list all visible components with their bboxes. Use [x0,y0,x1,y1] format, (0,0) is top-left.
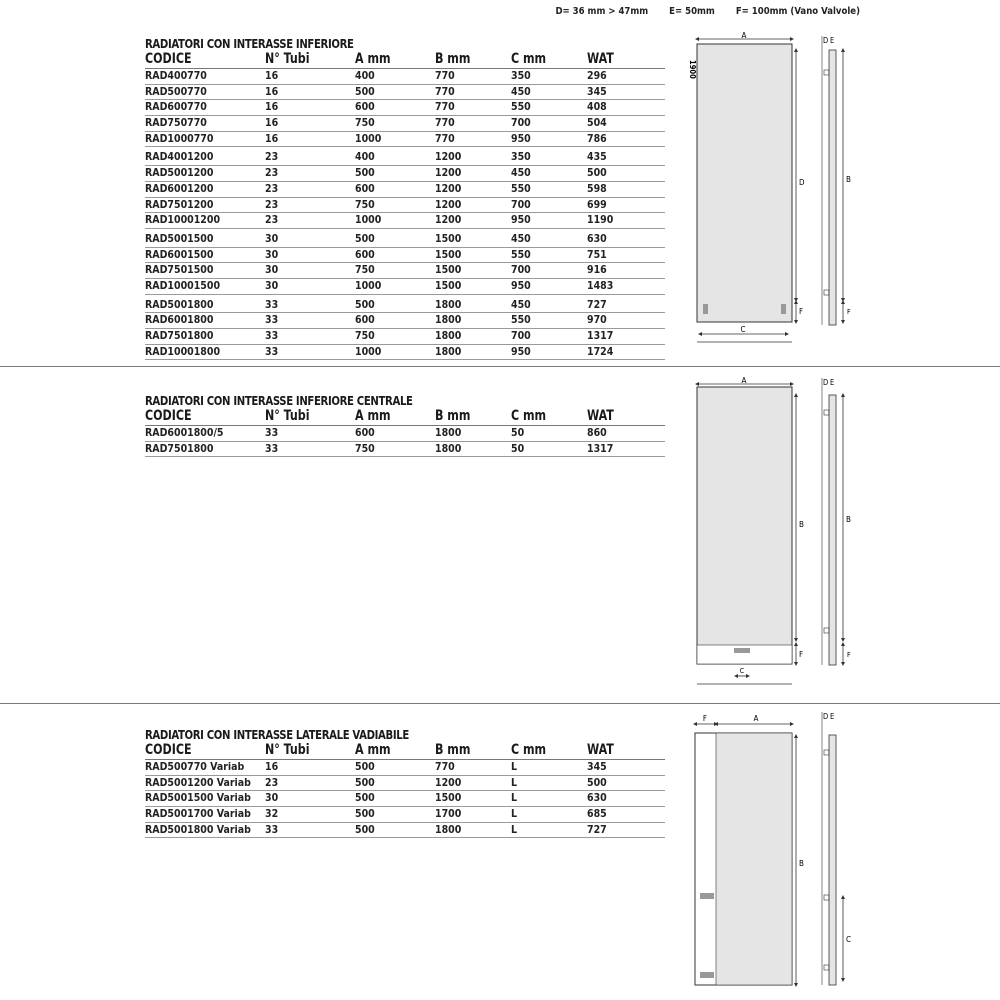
cell-a: 600 [355,182,375,195]
cell-c: L [511,792,518,805]
cell-wat: 500 [587,167,607,180]
cell-b: 1500 [435,232,462,245]
dim-label-d: D [823,378,829,387]
cell-wat: 1190 [587,214,614,227]
cell-wat: 1317 [587,330,614,342]
cell-a: 500 [355,823,375,836]
cell-tubi: 30 [265,279,279,292]
dim-label-c: C [739,667,745,675]
cell-tubi: 30 [265,232,279,245]
cell-wat: 685 [587,808,607,821]
cell-wat: 408 [587,101,607,114]
cell-codice: RAD750770 [145,117,207,130]
cell-tubi: 33 [265,442,279,455]
cell-c: 550 [511,101,531,114]
cell-b: 1200 [435,182,462,195]
cell-tubi: 33 [265,823,279,836]
cell-codice: RAD7501200 [145,198,214,211]
dim-label-a: A [753,714,759,723]
dim-label-height: 1900 [688,60,697,79]
cell-b: 770 [435,85,455,98]
cell-a: 400 [355,151,375,164]
radiator-side-view [829,735,836,985]
cell-c: 350 [511,70,531,82]
cell-wat: 1317 [587,442,614,455]
col-b: B mm [435,742,471,758]
cell-tubi: 33 [265,330,279,342]
cell-c: 50 [511,427,525,439]
cell-wat: 751 [587,248,607,261]
radiator-front-view [697,387,792,664]
cell-a: 500 [355,808,375,821]
dim-label-d: D [799,178,805,187]
dim-label-d: D [823,36,829,45]
cell-c: 950 [511,132,531,145]
cell-tubi: 23 [265,182,279,195]
col-wat: WAT [587,408,614,424]
left-valve-mark [703,304,708,314]
cell-c: 700 [511,117,531,130]
cell-a: 750 [355,330,375,342]
cell-wat: 630 [587,232,607,245]
cell-tubi: 16 [265,761,279,773]
cell-b: 1200 [435,198,462,211]
legend-f: F= 100mm (Vano Valvole) [735,6,860,17]
cell-a: 1000 [355,345,382,358]
cell-wat: 500 [587,776,607,789]
cell-a: 750 [355,117,375,130]
dim-label-e: E [830,712,835,721]
drawing-inferiore [688,31,851,342]
cell-codice: RAD5001200 [145,167,214,180]
radiator-side-view [829,395,836,665]
cell-a: 500 [355,232,375,245]
cell-codice: RAD6001200 [145,182,214,195]
cell-c: 450 [511,167,531,180]
cell-tubi: 23 [265,214,279,227]
cell-a: 500 [355,167,375,180]
section-title: RADIATORI CON INTERASSE INFERIORE [145,36,354,51]
dim-label-e: E [830,378,835,387]
col-b: B mm [435,51,471,67]
cell-wat: 345 [587,85,607,98]
cell-codice: RAD6001500 [145,248,214,261]
col-b: B mm [435,408,471,424]
cell-codice: RAD5001700 Variab [145,808,251,821]
cell-tubi: 33 [265,427,279,439]
cell-wat: 504 [587,117,607,130]
cell-c: 700 [511,264,531,277]
col-tubi: N° Tubi [265,408,310,424]
col-codice: CODICE [145,742,192,758]
cell-b: 1800 [435,298,462,311]
cell-b: 1800 [435,345,462,358]
cell-tubi: 16 [265,101,279,114]
cell-a: 750 [355,264,375,277]
dim-label-a: A [741,31,747,40]
cell-c: L [511,761,518,773]
cell-b: 1500 [435,279,462,292]
cell-c: L [511,776,518,789]
col-codice: CODICE [145,51,192,67]
side-valve-mark-top [700,893,714,899]
cell-c: 350 [511,151,531,164]
cell-codice: RAD5001800 Variab [145,823,251,836]
cell-a: 750 [355,442,375,455]
cell-a: 600 [355,248,375,261]
cell-c: 550 [511,182,531,195]
cell-tubi: 23 [265,167,279,180]
cell-codice: RAD600770 [145,101,207,114]
side-valve-mark-bottom [700,972,714,978]
cell-wat: 630 [587,792,607,805]
cell-c: 950 [511,214,531,227]
dim-label-e: E [830,36,835,45]
cell-b: 770 [435,761,455,773]
cell-codice: RAD5001800 [145,298,214,311]
cell-a: 500 [355,792,375,805]
cell-tubi: 23 [265,198,279,211]
cell-codice: RAD5001500 Variab [145,792,251,805]
cell-codice: RAD7501500 [145,264,214,277]
cell-tubi: 30 [265,248,279,261]
cell-tubi: 33 [265,314,279,327]
cell-b: 1800 [435,823,462,836]
cell-wat: 345 [587,761,607,773]
cell-a: 500 [355,761,375,773]
cell-b: 1200 [435,151,462,164]
cell-a: 1000 [355,279,382,292]
cell-c: L [511,808,518,821]
cell-codice: RAD500770 Variab [145,761,245,773]
cell-tubi: 16 [265,132,279,145]
cell-c: 950 [511,345,531,358]
drawing-laterale-variabile [695,712,851,985]
cell-b: 770 [435,132,455,145]
cell-b: 1800 [435,442,462,455]
cell-tubi: 33 [265,298,279,311]
dim-label-f: F [799,307,804,316]
cell-wat: 970 [587,314,607,327]
cell-c: 700 [511,330,531,342]
cell-codice: RAD7501800 [145,442,214,455]
cell-b: 1700 [435,808,462,821]
radiator-front-view [697,44,792,322]
cell-a: 500 [355,776,375,789]
cell-b: 1500 [435,248,462,261]
cell-a: 400 [355,70,375,82]
central-valve-mark [734,648,750,653]
cell-wat: 1724 [587,345,614,358]
cell-b: 1800 [435,330,462,342]
cell-codice: RAD400770 [145,70,207,82]
cell-tubi: 30 [265,792,279,805]
cell-b: 1200 [435,167,462,180]
cell-tubi: 23 [265,776,279,789]
legend-e: E= 50mm [669,6,715,17]
col-wat: WAT [587,742,614,758]
col-a: A mm [355,51,391,67]
dim-label-f-side: F [847,308,851,316]
cell-a: 1000 [355,214,382,227]
cell-wat: 916 [587,264,607,277]
dim-label-d: D [823,712,829,721]
legend-d: D= 36 mm > 47mm [555,6,649,17]
cell-wat: 727 [587,298,607,311]
cell-b: 770 [435,117,455,130]
col-tubi: N° Tubi [265,742,310,758]
radiator-side-view [829,50,836,325]
cell-b: 770 [435,70,455,82]
dim-label-f-side: F [847,651,851,659]
cell-c: 700 [511,198,531,211]
cell-wat: 727 [587,823,607,836]
cell-wat: 1483 [587,279,614,292]
cell-wat: 435 [587,151,607,164]
dim-label-f: F [702,714,708,723]
section-title: RADIATORI CON INTERASSE INFERIORE CENTRALE [145,393,413,408]
dim-label-a: A [741,376,747,385]
col-tubi: N° Tubi [265,51,310,67]
dim-label-b: B [799,859,804,868]
cell-wat: 786 [587,132,607,145]
col-a: A mm [355,742,391,758]
cell-b: 1800 [435,427,462,439]
section-title: RADIATORI CON INTERASSE LATERALE VADIABILE [145,727,409,742]
cell-tubi: 16 [265,85,279,98]
cell-c: 950 [511,279,531,292]
cell-codice: RAD1000770 [145,132,214,145]
cell-codice: RAD500770 [145,85,207,98]
cell-tubi: 16 [265,70,279,82]
cell-tubi: 30 [265,264,279,277]
col-a: A mm [355,408,391,424]
cell-c: 450 [511,85,531,98]
cell-tubi: 32 [265,808,279,821]
cell-codice: RAD6001800 [145,314,214,327]
cell-codice: RAD10001800 [145,345,221,358]
cell-a: 600 [355,101,375,114]
cell-codice: RAD5001500 [145,232,214,245]
cell-a: 1000 [355,132,382,145]
cell-b: 770 [435,101,455,114]
cell-a: 500 [355,85,375,98]
dim-label-c: C [846,935,852,944]
cell-c: 450 [511,232,531,245]
col-c: C mm [511,742,547,758]
cell-tubi: 33 [265,345,279,358]
col-c: C mm [511,408,547,424]
col-codice: CODICE [145,408,192,424]
cell-b: 1800 [435,314,462,327]
cell-codice: RAD4001200 [145,151,214,164]
cell-wat: 296 [587,70,607,82]
cell-b: 1500 [435,792,462,805]
cell-tubi: 23 [265,151,279,164]
cell-wat: 860 [587,427,607,439]
cell-a: 750 [355,198,375,211]
cell-b: 1500 [435,264,462,277]
cell-a: 600 [355,427,375,439]
col-c: C mm [511,51,547,67]
cell-a: 600 [355,314,375,327]
cell-b: 1200 [435,776,462,789]
dim-label-c: C [740,325,746,334]
cell-wat: 699 [587,198,607,211]
drawing-inferiore-centrale [697,376,851,684]
cell-tubi: 16 [265,117,279,130]
cell-wat: 598 [587,182,607,195]
col-wat: WAT [587,51,614,67]
cell-codice: RAD10001200 [145,214,221,227]
cell-codice: RAD10001500 [145,279,221,292]
cell-codice: RAD7501800 [145,330,214,342]
cell-c: 450 [511,298,531,311]
cell-b: 1200 [435,214,462,227]
cell-a: 500 [355,298,375,311]
cell-c: 550 [511,248,531,261]
dim-label-b: B [846,175,851,184]
cell-c: 550 [511,314,531,327]
dim-label-b: B [799,520,804,529]
dim-label-b: B [846,515,851,524]
cell-c: L [511,823,518,836]
cell-c: 50 [511,442,525,455]
right-valve-mark [781,304,786,314]
cell-codice: RAD6001800/5 [145,427,224,439]
dim-label-f: F [799,650,804,659]
cell-codice: RAD5001200 Variab [145,776,251,789]
